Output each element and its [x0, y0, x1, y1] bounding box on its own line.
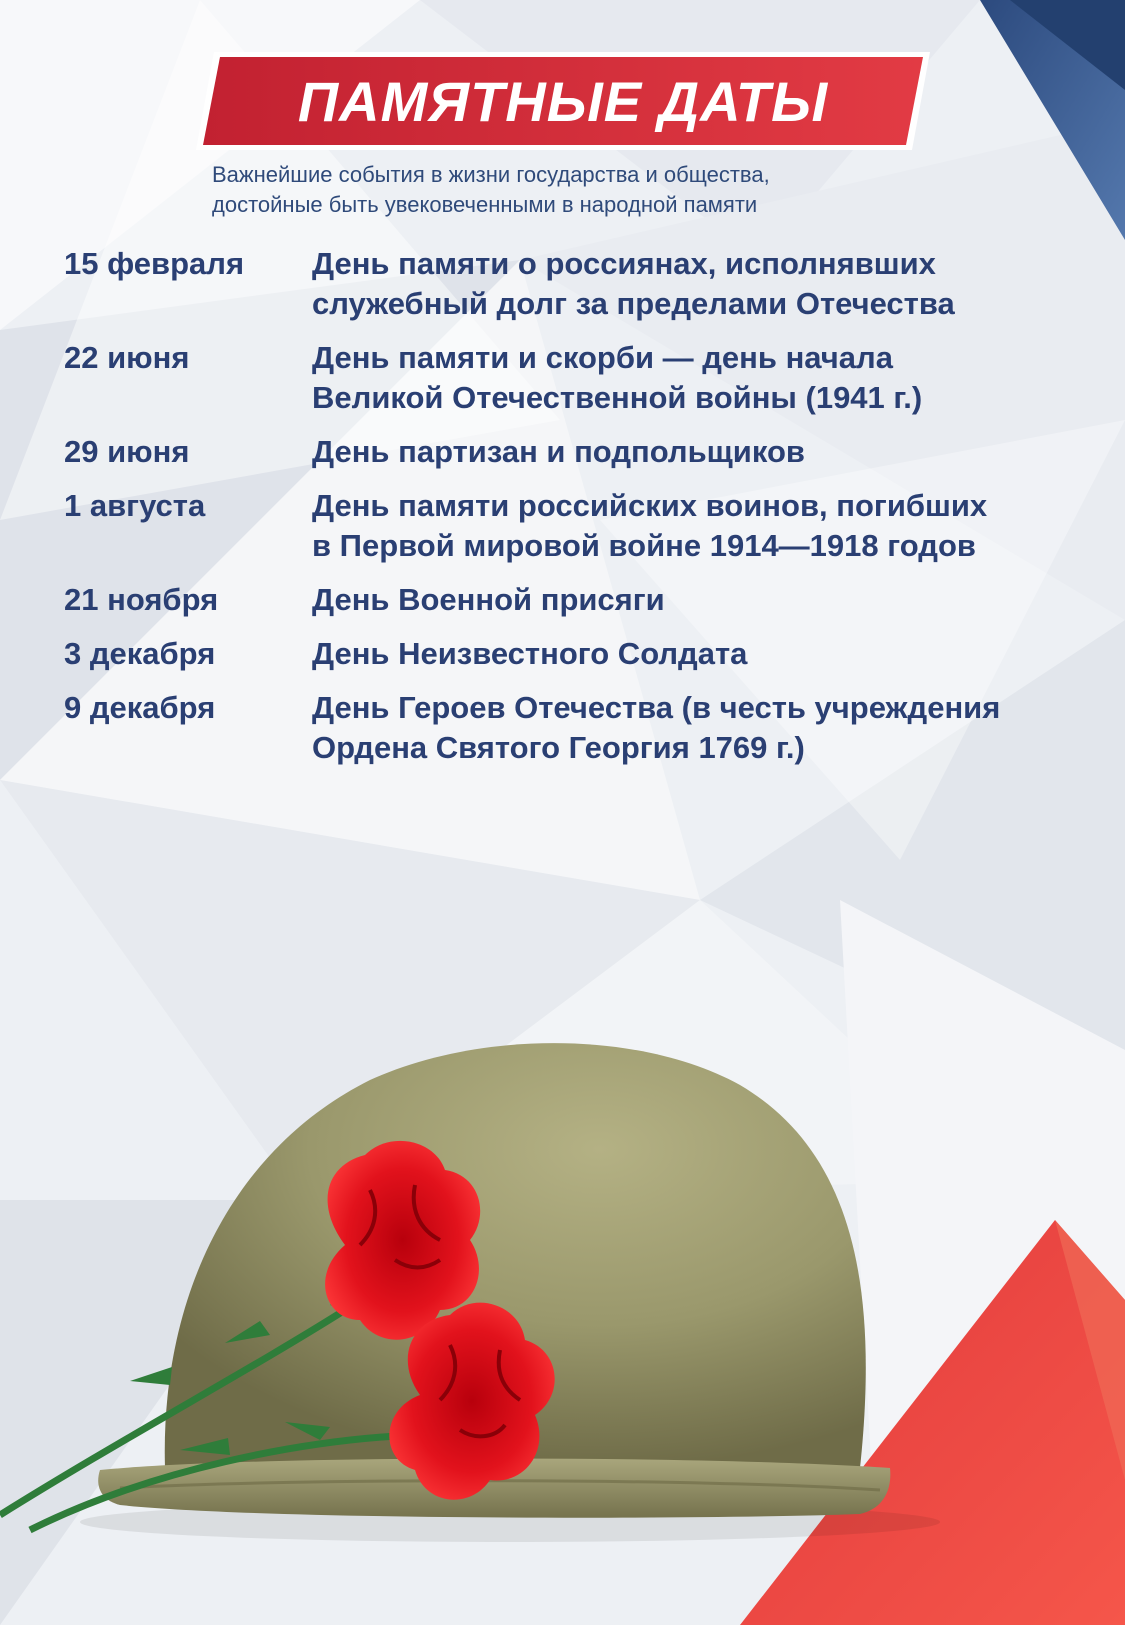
- event-description: [312, 432, 1094, 472]
- event-line: День памяти и скорби — день начала: [312, 340, 893, 375]
- event-line: Ордена Святого Георгия 1769 г.): [312, 730, 805, 765]
- title-banner: [196, 52, 930, 150]
- event-line: День партизан и подпольщиков: [312, 434, 805, 469]
- date-label: 9 декабря: [64, 690, 216, 725]
- event-description: [312, 580, 1094, 620]
- list-item: [64, 634, 1094, 674]
- subtitle-line: достойные быть увековеченными в народной памяти: [212, 192, 758, 217]
- helmet-carnations-illustration: [0, 1030, 1125, 1625]
- date-label: 1 августа: [64, 488, 206, 523]
- event-line: в Первой мировой войне 1914—1918 годов: [312, 528, 976, 563]
- page-title: ПАМЯТНЫЕ ДАТЫ: [297, 69, 829, 133]
- date-label: 21 ноября: [64, 582, 219, 617]
- event-line: День Военной присяги: [312, 582, 665, 617]
- event-description: [312, 338, 1094, 418]
- event-description: [312, 486, 1094, 566]
- date-label: 15 февраля: [64, 246, 245, 281]
- list-item: [64, 338, 1094, 418]
- event-line: День памяти о россиянах, исполнявших: [312, 246, 936, 281]
- event-description: [312, 634, 1094, 674]
- event-line: День Героев Отечества (в честь учреждения: [312, 690, 1001, 725]
- list-item: [64, 486, 1094, 566]
- date-label: 22 июня: [64, 340, 190, 375]
- event-line: День Неизвестного Солдата: [312, 636, 748, 671]
- event-line: День памяти российских воинов, погибших: [312, 488, 988, 523]
- list-item: [64, 432, 1094, 472]
- date-label: 3 декабря: [64, 636, 216, 671]
- dates-list: [64, 244, 1094, 782]
- list-item: [64, 244, 1094, 324]
- page-subtitle: [212, 160, 912, 220]
- event-line: служебный долг за пределами Отечества: [312, 286, 955, 321]
- event-description: [312, 688, 1094, 768]
- list-item: [64, 580, 1094, 620]
- event-line: Великой Отечественной войны (1941 г.): [312, 380, 923, 415]
- event-description: [312, 244, 1094, 324]
- date-label: 29 июня: [64, 434, 190, 469]
- list-item: [64, 688, 1094, 768]
- subtitle-line: Важнейшие события в жизни государства и общества,: [212, 162, 770, 187]
